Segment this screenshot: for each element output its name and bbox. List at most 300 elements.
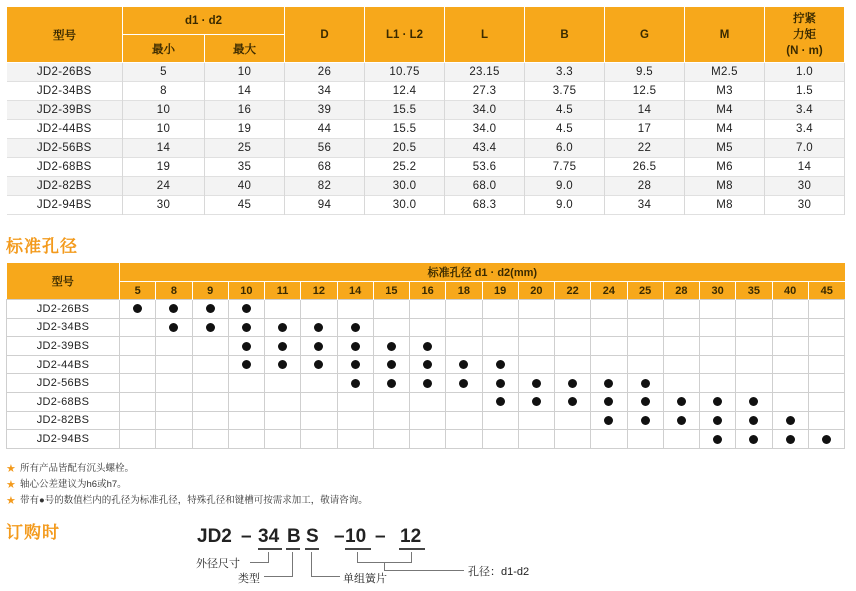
spec-value-cell: 1.0 xyxy=(765,63,845,82)
bore-mark-cell xyxy=(772,411,808,430)
bore-size-header: 24 xyxy=(591,282,627,300)
bore-mark-cell xyxy=(120,392,156,411)
bore-mark-cell xyxy=(627,392,663,411)
dot-icon xyxy=(169,323,178,332)
bore-size-header: 19 xyxy=(482,282,518,300)
spec-value-cell: 12.5 xyxy=(605,82,685,101)
bore-mark-cell xyxy=(591,337,627,356)
dot-icon xyxy=(242,342,251,351)
spec-model-cell: JD2-44BS xyxy=(7,120,123,139)
bore-model-cell: JD2-82BS xyxy=(7,411,120,430)
dot-icon xyxy=(351,360,360,369)
spec-value-cell: 3.4 xyxy=(765,101,845,120)
spec-value-cell: 3.75 xyxy=(525,82,605,101)
dot-icon xyxy=(206,323,215,332)
spec-value-cell: M6 xyxy=(685,158,765,177)
bore-mark-cell xyxy=(700,411,736,430)
bore-mark-cell xyxy=(663,430,699,449)
spec-value-cell: 45 xyxy=(205,196,285,215)
bore-mark-cell xyxy=(337,374,373,393)
dot-icon xyxy=(242,360,251,369)
spec-value-cell: 3.4 xyxy=(765,120,845,139)
bore-mark-cell xyxy=(518,392,554,411)
bore-row xyxy=(7,300,845,319)
bore-mark-cell xyxy=(337,318,373,337)
spec-value-cell: 10.75 xyxy=(365,63,445,82)
header-B: B xyxy=(525,7,605,63)
bore-mark-cell xyxy=(663,318,699,337)
spec-value-cell: 15.5 xyxy=(365,101,445,120)
bore-mark-cell xyxy=(591,392,627,411)
bore-mark-cell xyxy=(555,355,591,374)
dot-icon xyxy=(786,416,795,425)
leader-single xyxy=(311,552,340,577)
bore-mark-cell xyxy=(555,337,591,356)
spec-value-cell: 30 xyxy=(765,196,845,215)
code-prefix: JD2 xyxy=(197,526,232,547)
bore-mark-cell xyxy=(192,355,228,374)
bore-mark-cell xyxy=(482,411,518,430)
bore-mark-cell xyxy=(192,430,228,449)
spec-value-cell: 10 xyxy=(123,101,205,120)
spec-value-cell: 34.0 xyxy=(445,120,525,139)
spec-value-cell: 14 xyxy=(205,82,285,101)
bore-mark-cell xyxy=(518,411,554,430)
bore-mark-cell xyxy=(301,411,337,430)
bore-row xyxy=(7,355,845,374)
spec-value-cell: 39 xyxy=(285,101,365,120)
bore-mark-cell xyxy=(228,411,264,430)
bore-mark-cell xyxy=(156,318,192,337)
spec-value-cell: 34 xyxy=(285,82,365,101)
dot-icon xyxy=(387,379,396,388)
bore-mark-cell xyxy=(482,374,518,393)
bore-mark-cell xyxy=(627,430,663,449)
bore-mark-cell xyxy=(482,430,518,449)
bore-mark-cell xyxy=(772,318,808,337)
header-torque xyxy=(765,7,845,63)
dot-icon xyxy=(749,397,758,406)
dot-icon xyxy=(133,304,142,313)
label-type: 类型 xyxy=(238,573,260,585)
dot-icon xyxy=(278,360,287,369)
bore-mark-cell xyxy=(663,337,699,356)
bore-mark-cell xyxy=(192,392,228,411)
dot-icon xyxy=(822,435,831,444)
bore-mark-cell xyxy=(555,430,591,449)
bore-mark-cell xyxy=(663,355,699,374)
bore-mark-cell xyxy=(265,411,301,430)
dot-icon xyxy=(351,342,360,351)
bore-mark-cell xyxy=(518,430,554,449)
bore-mark-cell xyxy=(446,355,482,374)
underline-d2 xyxy=(399,548,425,550)
bore-mark-cell xyxy=(482,392,518,411)
dot-icon xyxy=(314,323,323,332)
spec-row xyxy=(7,158,845,177)
bore-mark-cell xyxy=(228,392,264,411)
header-M: M xyxy=(685,7,765,63)
dot-icon xyxy=(641,379,650,388)
bore-mark-cell xyxy=(555,300,591,319)
bore-mark-cell xyxy=(700,374,736,393)
bore-mark-cell xyxy=(228,318,264,337)
spec-value-cell: 82 xyxy=(285,177,365,196)
bore-size-header: 30 xyxy=(700,282,736,300)
bore-size-header: 14 xyxy=(337,282,373,300)
spec-value-cell: M2.5 xyxy=(685,63,765,82)
bore-mark-cell xyxy=(808,337,844,356)
spec-value-cell: 30 xyxy=(123,196,205,215)
leader-bore-left xyxy=(357,552,358,563)
bore-mark-cell xyxy=(373,318,409,337)
bore-mark-cell xyxy=(265,355,301,374)
bore-mark-cell xyxy=(228,374,264,393)
bore-row xyxy=(7,337,845,356)
bore-mark-cell xyxy=(265,318,301,337)
bore-mark-cell xyxy=(192,318,228,337)
spec-value-cell: 20.5 xyxy=(365,139,445,158)
bore-mark-cell xyxy=(156,337,192,356)
bore-model-cell: JD2-56BS xyxy=(7,374,120,393)
spec-value-cell: 68 xyxy=(285,158,365,177)
leader-type xyxy=(264,552,293,577)
bore-mark-cell xyxy=(337,411,373,430)
spec-value-cell: 6.0 xyxy=(525,139,605,158)
dot-icon xyxy=(786,435,795,444)
bore-header-title: 标准孔径 d1 · d2(mm) xyxy=(120,263,845,282)
header-G: G xyxy=(605,7,685,63)
spec-value-cell: 4.5 xyxy=(525,101,605,120)
spec-value-cell: M8 xyxy=(685,196,765,215)
dot-icon xyxy=(459,360,468,369)
spec-value-cell: 35 xyxy=(205,158,285,177)
dot-icon xyxy=(242,323,251,332)
bore-mark-cell xyxy=(700,430,736,449)
spec-value-cell: 40 xyxy=(205,177,285,196)
bore-mark-cell xyxy=(373,430,409,449)
bore-mark-cell xyxy=(736,337,772,356)
leader-bore-horizontal xyxy=(384,570,464,571)
bore-model-cell: JD2-39BS xyxy=(7,337,120,356)
spec-row xyxy=(7,177,845,196)
bore-mark-cell xyxy=(808,300,844,319)
spec-value-cell: 22 xyxy=(605,139,685,158)
spec-value-cell: 68.0 xyxy=(445,177,525,196)
dot-icon xyxy=(604,379,613,388)
leader-bore-stem xyxy=(384,562,385,570)
code-d1: 10 xyxy=(345,526,367,547)
spec-value-cell: 9.5 xyxy=(605,63,685,82)
spec-value-cell: M8 xyxy=(685,177,765,196)
spec-value-cell: 15.5 xyxy=(365,120,445,139)
spec-value-cell: 25 xyxy=(205,139,285,158)
bore-mark-cell xyxy=(663,374,699,393)
spec-value-cell: 19 xyxy=(205,120,285,139)
bore-mark-cell xyxy=(591,318,627,337)
bore-mark-cell xyxy=(482,337,518,356)
dot-icon xyxy=(532,397,541,406)
spec-value-cell: 34 xyxy=(605,196,685,215)
spec-value-cell: 44 xyxy=(285,120,365,139)
bore-size-header: 5 xyxy=(120,282,156,300)
spec-value-cell: 9.0 xyxy=(525,177,605,196)
bore-mark-cell xyxy=(373,300,409,319)
bore-mark-cell xyxy=(446,392,482,411)
header-torque-line2: 力矩 xyxy=(793,28,816,41)
bore-mark-cell xyxy=(627,355,663,374)
spec-value-cell: 53.6 xyxy=(445,158,525,177)
note-3 xyxy=(6,493,368,509)
bore-mark-cell xyxy=(700,337,736,356)
spec-value-cell: M4 xyxy=(685,101,765,120)
spec-value-cell: 12.4 xyxy=(365,82,445,101)
bore-size-header: 18 xyxy=(446,282,482,300)
spec-value-cell: 5 xyxy=(123,63,205,82)
dot-icon xyxy=(604,416,613,425)
bore-mark-cell xyxy=(301,374,337,393)
dot-icon xyxy=(713,397,722,406)
bore-size-header: 8 xyxy=(156,282,192,300)
dot-icon xyxy=(314,342,323,351)
spec-row xyxy=(7,120,845,139)
dot-icon xyxy=(278,323,287,332)
bore-mark-cell xyxy=(736,355,772,374)
star-icon: ★ xyxy=(6,479,16,491)
bore-mark-cell xyxy=(192,374,228,393)
code-type: B xyxy=(287,526,301,547)
dot-icon xyxy=(641,416,650,425)
code-d2: 12 xyxy=(400,526,422,547)
code-dash: – xyxy=(375,526,386,547)
bore-mark-cell xyxy=(373,337,409,356)
bore-mark-cell xyxy=(410,392,446,411)
bore-mark-cell xyxy=(555,411,591,430)
spec-row xyxy=(7,139,845,158)
bore-size-header: 45 xyxy=(808,282,844,300)
dot-icon xyxy=(713,435,722,444)
bore-mark-cell xyxy=(518,337,554,356)
spec-value-cell: 30.0 xyxy=(365,196,445,215)
dot-icon xyxy=(568,379,577,388)
bore-mark-cell xyxy=(373,355,409,374)
dot-icon xyxy=(206,304,215,313)
dot-icon xyxy=(496,397,505,406)
dot-icon xyxy=(423,360,432,369)
bore-mark-cell xyxy=(446,318,482,337)
bore-size-header: 11 xyxy=(265,282,301,300)
underline-d1 xyxy=(345,548,371,550)
bore-mark-cell xyxy=(301,318,337,337)
bore-mark-cell xyxy=(446,337,482,356)
spec-value-cell: 24 xyxy=(123,177,205,196)
bore-mark-cell xyxy=(736,318,772,337)
bore-mark-cell xyxy=(772,337,808,356)
spec-model-cell: JD2-68BS xyxy=(7,158,123,177)
bore-row xyxy=(7,392,845,411)
underline-size xyxy=(258,548,282,550)
dot-icon xyxy=(713,416,722,425)
spec-value-cell: 14 xyxy=(123,139,205,158)
dot-icon xyxy=(351,379,360,388)
header-max: 最大 xyxy=(205,35,285,63)
bore-mark-cell xyxy=(265,374,301,393)
spec-value-cell: 3.3 xyxy=(525,63,605,82)
dot-icon xyxy=(387,360,396,369)
dot-icon xyxy=(496,379,505,388)
spec-value-cell: 28 xyxy=(605,177,685,196)
spec-value-cell: 17 xyxy=(605,120,685,139)
bore-mark-cell xyxy=(518,318,554,337)
dot-icon xyxy=(423,379,432,388)
dot-icon xyxy=(169,304,178,313)
dot-icon xyxy=(749,416,758,425)
note-1 xyxy=(6,461,368,477)
spec-value-cell: 14 xyxy=(765,158,845,177)
bore-mark-cell xyxy=(301,430,337,449)
spec-row xyxy=(7,82,845,101)
bore-model-cell: JD2-94BS xyxy=(7,430,120,449)
code-dash: – xyxy=(334,526,345,547)
bore-mark-cell xyxy=(410,430,446,449)
spec-value-cell: 43.4 xyxy=(445,139,525,158)
bore-mark-cell xyxy=(410,355,446,374)
bore-mark-cell xyxy=(301,300,337,319)
bore-mark-cell xyxy=(410,337,446,356)
bore-mark-cell xyxy=(120,411,156,430)
bore-model-cell: JD2-44BS xyxy=(7,355,120,374)
bore-mark-cell xyxy=(156,411,192,430)
bore-mark-cell xyxy=(772,374,808,393)
bore-mark-cell xyxy=(228,300,264,319)
spec-value-cell: 30.0 xyxy=(365,177,445,196)
bore-mark-cell xyxy=(120,337,156,356)
note-text: 轴心公差建议为h6或h7。 xyxy=(20,479,127,490)
bore-mark-cell xyxy=(337,392,373,411)
bore-mark-cell xyxy=(156,392,192,411)
note-2 xyxy=(6,477,368,493)
spec-model-cell: JD2-39BS xyxy=(7,101,123,120)
spec-value-cell: 7.75 xyxy=(525,158,605,177)
header-d1d2: d1 · d2 xyxy=(123,7,285,35)
bore-mark-cell xyxy=(663,300,699,319)
spec-table xyxy=(6,6,845,215)
spec-value-cell: 68.3 xyxy=(445,196,525,215)
bore-mark-cell xyxy=(482,300,518,319)
label-size: 外径尺寸 xyxy=(196,558,240,570)
bore-mark-cell xyxy=(627,300,663,319)
bore-mark-cell xyxy=(808,318,844,337)
spec-row xyxy=(7,101,845,120)
spec-value-cell: 10 xyxy=(123,120,205,139)
bore-size-header: 15 xyxy=(373,282,409,300)
bore-mark-cell xyxy=(301,392,337,411)
spec-value-cell: 1.5 xyxy=(765,82,845,101)
bore-mark-cell xyxy=(265,300,301,319)
code-size: 34 xyxy=(258,526,280,547)
bore-mark-cell xyxy=(410,318,446,337)
bore-table xyxy=(6,263,845,449)
bore-mark-cell xyxy=(156,374,192,393)
bore-mark-cell xyxy=(337,337,373,356)
dot-icon xyxy=(604,397,613,406)
bore-size-header: 16 xyxy=(410,282,446,300)
bore-mark-cell xyxy=(410,300,446,319)
bore-size-header: 9 xyxy=(192,282,228,300)
bore-mark-cell xyxy=(482,318,518,337)
dot-icon xyxy=(459,379,468,388)
bore-mark-cell xyxy=(736,411,772,430)
star-icon: ★ xyxy=(6,495,16,507)
bore-mark-cell xyxy=(337,430,373,449)
dot-icon xyxy=(677,397,686,406)
bore-mark-cell xyxy=(772,355,808,374)
code-s: S xyxy=(306,526,319,547)
header-model: 型号 xyxy=(7,7,123,63)
dot-icon xyxy=(314,360,323,369)
bore-mark-cell xyxy=(120,430,156,449)
bore-mark-cell xyxy=(518,355,554,374)
spec-value-cell: 9.0 xyxy=(525,196,605,215)
spec-row xyxy=(7,196,845,215)
spec-row xyxy=(7,63,845,82)
spec-model-cell: JD2-82BS xyxy=(7,177,123,196)
spec-value-cell: 19 xyxy=(123,158,205,177)
bore-mark-cell xyxy=(446,300,482,319)
dot-icon xyxy=(677,416,686,425)
spec-value-cell: 26.5 xyxy=(605,158,685,177)
bore-mark-cell xyxy=(808,392,844,411)
dot-icon xyxy=(641,397,650,406)
dot-icon xyxy=(423,342,432,351)
header-torque-line3: (N · m) xyxy=(786,44,823,57)
bore-size-header: 40 xyxy=(772,282,808,300)
bore-mark-cell xyxy=(192,337,228,356)
bore-size-header: 12 xyxy=(301,282,337,300)
bore-mark-cell xyxy=(410,411,446,430)
spec-value-cell: 14 xyxy=(605,101,685,120)
notes xyxy=(6,461,368,509)
bore-mark-cell xyxy=(120,355,156,374)
bore-mark-cell xyxy=(663,411,699,430)
bore-mark-cell xyxy=(808,430,844,449)
bore-mark-cell xyxy=(301,355,337,374)
bore-mark-cell xyxy=(627,374,663,393)
bore-mark-cell xyxy=(482,355,518,374)
spec-model-cell: JD2-34BS xyxy=(7,82,123,101)
bore-model-cell: JD2-26BS xyxy=(7,300,120,319)
dot-icon xyxy=(278,342,287,351)
bore-mark-cell xyxy=(555,318,591,337)
bore-mark-cell xyxy=(591,430,627,449)
dot-icon xyxy=(242,304,251,313)
bore-mark-cell xyxy=(446,411,482,430)
bore-size-header: 35 xyxy=(736,282,772,300)
bore-mark-cell xyxy=(373,392,409,411)
spec-value-cell: 34.0 xyxy=(445,101,525,120)
spec-value-cell: 8 xyxy=(123,82,205,101)
bore-mark-cell xyxy=(627,337,663,356)
spec-value-cell: M5 xyxy=(685,139,765,158)
header-D: D xyxy=(285,7,365,63)
spec-value-cell: 56 xyxy=(285,139,365,158)
header-L1L2: L1 · L2 xyxy=(365,7,445,63)
bore-mark-cell xyxy=(446,374,482,393)
spec-value-cell: 4.5 xyxy=(525,120,605,139)
bore-mark-cell xyxy=(192,300,228,319)
bore-mark-cell xyxy=(120,300,156,319)
bore-mark-cell xyxy=(120,318,156,337)
